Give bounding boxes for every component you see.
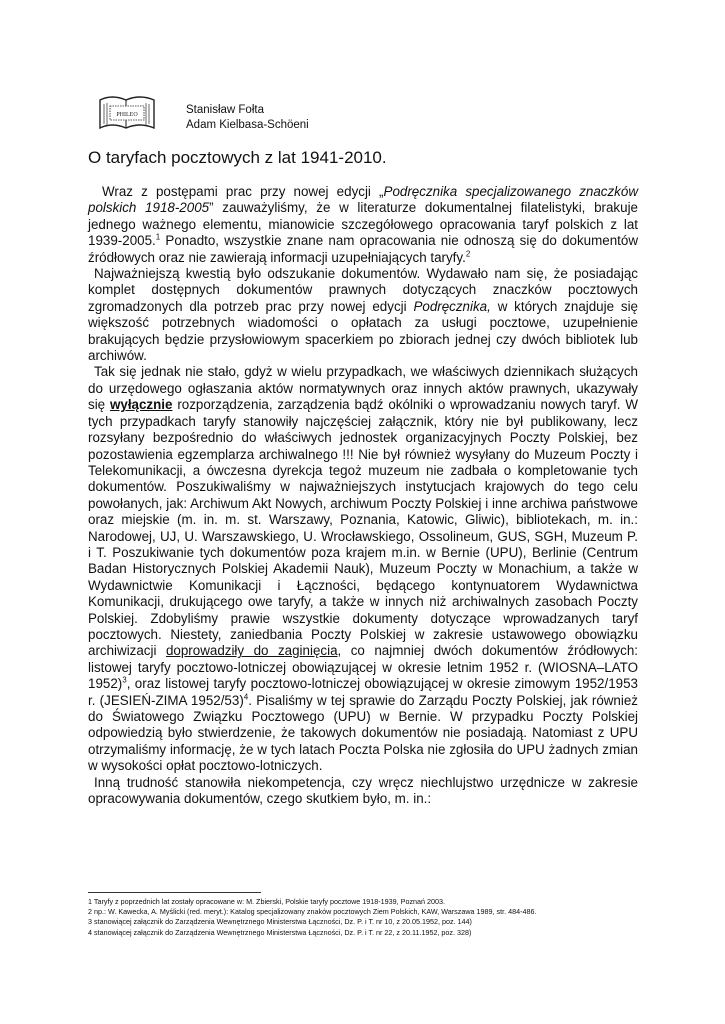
footnote: 3 stanowiącej załącznik do Zarządzenia Wewnętrznego Ministerstwa Łączności, Dz. P. i T. nr 10, z 20.05.1952, poz. 144) xyxy=(88,917,472,927)
paragraph: Najważniejszą kwestią było odszukanie dokumentów. Wydawało nam się, że posiadając komplet dostępnych dokumentów prawnych dotyczących znaczków pocztowych zgromadzonych dla potrzeb prac przy nowej edycji Podręcznika, w których znajduje się większość potrzebnych wiadomości o opłatach za usługi pocztowe, uzupełnienie brakujących będzie przysłowiowym spacerkiem po zbiorach jednej czy dwóch bibliotek lub archiwów. xyxy=(88,266,639,364)
document-title: O taryfach pocztowych z lat 1941-2010. xyxy=(88,148,387,167)
footnote: 1 Taryfy z poprzednich lat zostały opracowane w: M. Zbierski, Polskie taryfy pocztowe 1918-1939, Poznań 2003. xyxy=(88,897,446,906)
paragraph: Tak się jednak nie stało, gdyż w wielu przypadkach, we właściwych dziennikach służących do urzędowego ogłaszania aktów normatywnych oraz innych aktów prawnych, ukazywały się wyłącznie rozporządzenia, zarządzenia bądź okólniki o wprowadzaniu nowych taryf. W tych przypadkach taryfy stanowiły najczęściej załącznik, który nie był publikowany, lecz rozsyłany bezpośrednio do właściwych jednostek organizacyjnych Poczty Polskiej, bez pozostawienia egzemplarza archiwalnego !!! Nie był również wysyłany do Muzeum Poczty i Telekomunikacji, a ówczesna dyrekcja tegoż muzeum nie zadbała o kompletowanie tych dokumentów. Poszukiwaliśmy w najważniejszych instytucjach krajowych do tego celu powołanych, jak: Archiwum Akt Nowych, archiwum Poczty Polskiej i inne archiwa państwowe oraz miejskie (m. in. m. st. Warszawy, Poznania, Katowic, Gliwic), bibliotekach, m. in.: Narodowej, UJ, U. Warszawskiego, U. Wrocławskiego, Ossolineum, GUS, SGH, Muzeum P. i T. Poszukiwanie tych dokumentów poza krajem m.in. w Bernie (UPU), Berlinie (Centrum Badan Historycznych Polskiej Akademii Nauk), Muzeum Poczty w Monachium, a także w Wydawnictwie Komunikacji i Łączności, będącego kontynuatorem Wydawnictwa Komunikacji, drukującego owe taryfy, a także w innych niż archiwalnych zasobach Poczty Polskiej. Zdobyliśmy prawie wszystkie dokumenty dotyczące wprowadzanych taryf pocztowych. Niestety, zaniedbania Poczty Polskiej w zakresie ustawowego obowiązku archiwizacji doprowadziły do zaginięcia, co najmniej dwóch dokumentów źródłowych: listowej taryfy pocztowo-lotniczej obowiązującej w okresie letnim 1952 r. (WIOSNA–LATO 1952)$^3$, oraz listowej taryfy pocztowo-lotniczej obowiązującej w okresie zimowym 1952/1953 r. (JESIEŃ-ZIMA 1952/53)$^4$. Pisaliśmy w tej sprawie do Zarządu Poczty Polskiej, jak również do Światowego Związku Pocztowego (UPU) w Bernie. W przypadku Poczty Polskiej odpowiedzią było stwierdzenie, że takowych dokumentów nie posiadają. Natomiast z UPU otrzymaliśmy informację, że w tych latach Poczta Polska nie zgłosiła do UPU żadnych zmian w wysokości opłat pocztowo-lotniczych. xyxy=(88,364,639,774)
footnote-ref: 2 xyxy=(465,249,471,259)
authors-block xyxy=(186,103,309,133)
author-name: Stanisław Fołta xyxy=(186,104,264,116)
footnote-ref: 3 xyxy=(122,675,127,685)
emphasis-exclusively: wyłącznie xyxy=(109,397,173,413)
phileo-logo xyxy=(96,88,158,138)
footnote-ref: 4 xyxy=(243,692,249,702)
logo-text: PHILEO xyxy=(116,112,138,118)
footnote-separator xyxy=(88,892,261,893)
document-body xyxy=(88,184,638,807)
underlined-phrase: doprowadziły do zaginięcia xyxy=(165,643,338,659)
paragraph: Wraz z postępami prac przy nowej edycji „Podręcznika specjalizowanego znaczków polskich 1918-2005” zauważyliśmy, że w literaturze dokumentalnej filatelistyki, brakuje jednego ważnego elementu, mianowicie szczegółowego opracowania taryf polskich z lat 1939-2005.$^1$ Ponadto, wszystkie znane nam opracowania nie odnoszą się do dokumentów źródłowych oraz nie zawierają informacji uzupełniających taryfy.$^2$ xyxy=(88,184,639,265)
paragraph: Inną trudność stanowiła niekompetencja, czy wręcz niechlujstwo urzędnicze w zakresie opracowywania dokumentów, czego skutkiem było, m. in.: xyxy=(88,774,638,807)
author-name: Adam Kielbasa-Schöeni xyxy=(186,119,309,131)
footnotes xyxy=(88,897,648,938)
footnote: 4 stanowiącej załącznik do Zarządzenia Wewnętrznego Ministerstwa Łączności, Dz. P. i T. nr 22, z 20.11.1952, poz. 328) xyxy=(88,927,472,937)
footnote: 2 np.: W. Kawecka, A. Myślicki (red. meryt.): Katalog specjalizowany znaków pocztowych Ziem Polskich, KAW, Warszawa 1989, str. 484-486. xyxy=(88,907,537,917)
footnote-ref: 1 xyxy=(155,232,161,242)
